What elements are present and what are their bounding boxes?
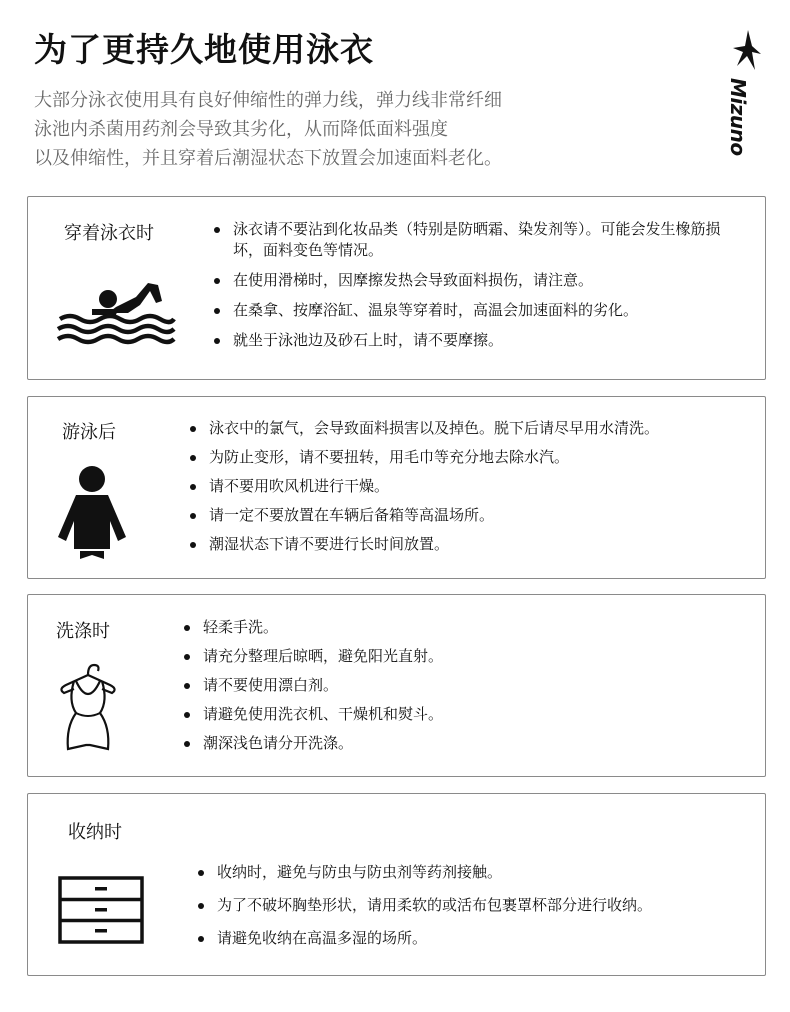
page-title: 为了更持久地使用泳衣 — [34, 30, 374, 69]
bullet-list — [190, 418, 750, 555]
list-item: 潮湿状态下请不要进行长时间放置。 — [190, 534, 750, 555]
list-item: 在桑拿、按摩浴缸、温泉等穿着时，高温会加速面料的劣化。 — [214, 300, 744, 321]
bullet-list — [214, 219, 744, 351]
list-item: 在使用滑梯时，因摩擦发热会导致面料损伤，请注意。 — [214, 270, 744, 291]
intro-line: 以及伸缩性，并且穿着后潮湿状态下放置会加速面料老化。 — [34, 148, 502, 169]
list-item: 为防止变形，请不要扭转，用毛巾等充分地去除水汽。 — [190, 447, 750, 468]
list-item: 请避免使用洗衣机、干燥机和熨斗。 — [184, 704, 744, 725]
list-item: 泳衣中的氯气，会导致面料损害以及掉色。脱下后请尽早用水清洗。 — [190, 418, 750, 439]
section-title: 穿着泳衣时 — [64, 223, 154, 244]
swimmer-icon — [56, 277, 176, 345]
section-storage — [27, 793, 766, 976]
list-item: 就坐于泳池边及砂石上时，请不要摩擦。 — [214, 330, 744, 351]
list-item: 请避免收纳在高温多湿的场所。 — [198, 928, 758, 949]
section-washing — [27, 594, 766, 777]
intro-line: 大部分泳衣使用具有良好伸缩性的弹力线，弹力线非常纤细 — [34, 90, 502, 111]
section-title: 游泳后 — [62, 422, 116, 443]
list-item: 请不要使用漂白剂。 — [184, 675, 744, 696]
drawer-cabinet-icon — [58, 876, 144, 944]
list-item: 请不要用吹风机进行干燥。 — [190, 476, 750, 497]
list-item: 轻柔手洗。 — [184, 617, 744, 638]
list-item: 潮深浅色请分开洗涤。 — [184, 733, 744, 754]
person-icon — [56, 463, 132, 563]
intro-text — [34, 86, 502, 173]
section-title: 收纳时 — [68, 822, 122, 843]
section-title: 洗涤时 — [56, 621, 110, 642]
section-after-swimming — [27, 396, 766, 579]
list-item: 请充分整理后晾晒，避免阳光直射。 — [184, 646, 744, 667]
list-item: 收纳时，避免与防虫与防虫剂等药剂接触。 — [198, 862, 758, 883]
list-item: 请一定不要放置在车辆后备箱等高温场所。 — [190, 505, 750, 526]
hanging-swimsuit-icon — [54, 661, 120, 757]
intro-line: 泳池内杀菌用药剂会导致其劣化，从而降低面料强度 — [34, 119, 448, 140]
bullet-list — [184, 617, 744, 754]
list-item: 为了不破坏胸垫形状，请用柔软的或活布包裹罩杯部分进行收纳。 — [198, 895, 758, 916]
list-item: 泳衣请不要沾到化妆品类（特别是防晒霜、染发剂等）。可能会发生橡筋损坏，面料变色等情况。 — [214, 219, 744, 261]
brand-logo-text: Mizuno — [726, 78, 750, 156]
bullet-list — [198, 862, 758, 949]
section-wearing — [27, 196, 766, 380]
